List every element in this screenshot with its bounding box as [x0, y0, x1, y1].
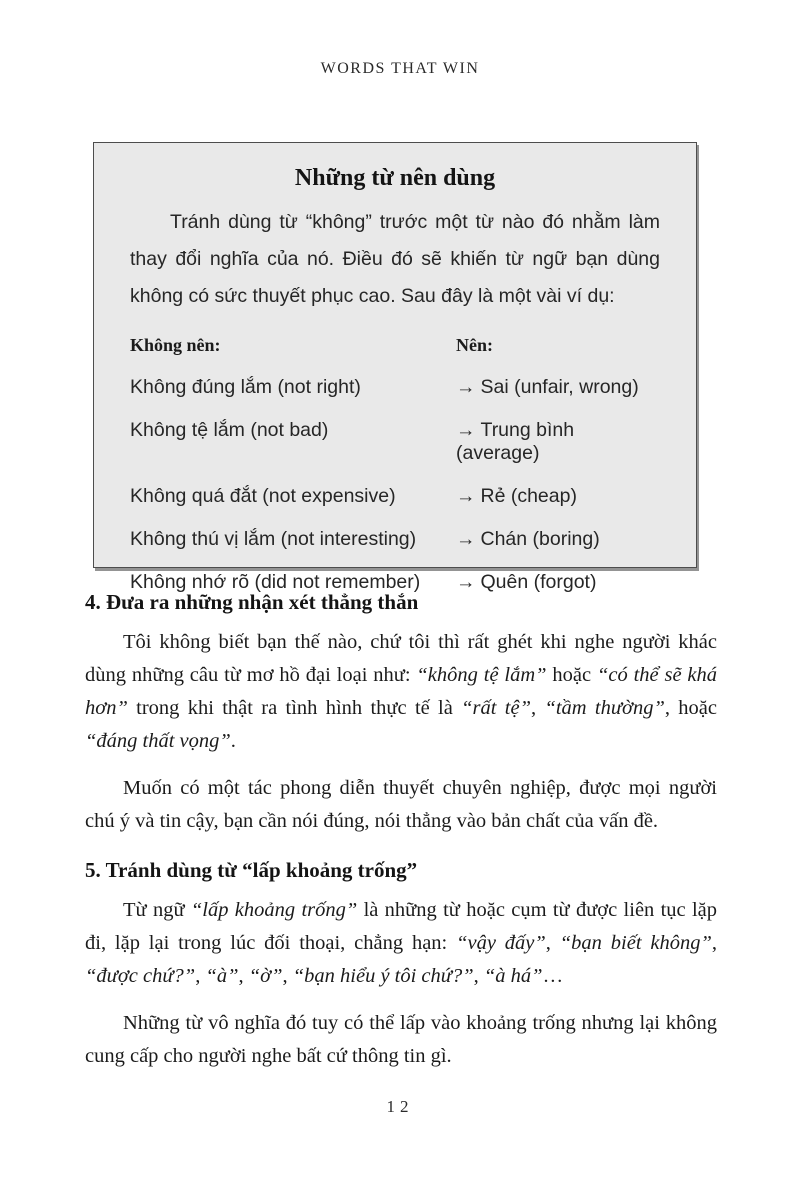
cell-should-text: Rẻ (cheap)	[480, 485, 577, 507]
right-arrow-icon: →	[456, 376, 476, 398]
cell-avoid: Không nhớ rõ (did not remember)	[130, 571, 421, 593]
table-row	[130, 485, 660, 508]
section-heading-5: 5. Tránh dùng từ “lấp khoảng trống”	[85, 858, 418, 882]
cell-should	[456, 376, 660, 399]
paragraph: Muốn có một tác phong diễn thuyết chuyên nghiệp, được mọi người chú ý và tin cậy, bạn cần nói đúng, nói thẳng vào bản chất của vấn đề.	[85, 777, 717, 832]
comparison-table	[130, 335, 660, 594]
callout-box	[93, 142, 697, 593]
cell-should-text: Trung bình (average)	[456, 419, 575, 464]
callout-box-intro: Tránh dùng từ “không” trước một từ nào đó nhằm làm thay đổi nghĩa của nó. Điều đó sẽ khiến từ ngữ bạn dùng không có sức thuyết phục cao. Sau đây là một vài ví dụ:	[130, 211, 660, 307]
paragraph: Tôi không biết bạn thế nào, chứ tôi thì rất ghét khi nghe người khác dùng những câu từ mơ hồ đại loại như: “không tệ lắm” hoặc “có thể sẽ khá hơn” trong khi thật ra tình hình thực tế là “rất tệ”, “tầm thường”, hoặc “đáng thất vọng”.	[85, 631, 718, 752]
right-arrow-icon: →	[456, 571, 476, 593]
page-number: 12	[386, 1097, 414, 1116]
cell-should-text: Chán (boring)	[480, 528, 600, 550]
right-arrow-icon: →	[456, 419, 476, 441]
table-row	[130, 419, 660, 465]
section-heading-4: 4. Đưa ra những nhận xét thẳng thắn	[85, 590, 419, 614]
cell-avoid: Không tệ lắm (not bad)	[130, 419, 329, 441]
running-header: WORDS THAT WIN	[320, 60, 480, 77]
cell-should	[456, 485, 660, 508]
right-arrow-icon: →	[456, 528, 476, 550]
table-row	[130, 376, 660, 399]
cell-should	[456, 528, 660, 551]
callout-box-title: Những từ nên dùng	[294, 165, 496, 191]
table-row	[130, 528, 660, 551]
comparison-table-header	[130, 335, 660, 356]
cell-should-text: Quên (forgot)	[480, 571, 597, 593]
column-header-should: Nên:	[456, 335, 493, 355]
cell-avoid: Không thú vị lắm (not interesting)	[130, 528, 417, 550]
column-header-avoid: Không nên:	[130, 335, 221, 355]
right-arrow-icon: →	[456, 485, 476, 507]
cell-avoid: Không quá đắt (not expensive)	[130, 485, 396, 507]
cell-avoid: Không đúng lắm (not right)	[130, 376, 361, 398]
cell-should	[456, 419, 660, 465]
cell-should-text: Sai (unfair, wrong)	[480, 376, 639, 398]
paragraph: Những từ vô nghĩa đó tuy có thể lấp vào khoảng trống nhưng lại không cung cấp cho người nghe bất cứ thông tin gì.	[85, 1012, 717, 1067]
paragraph: Từ ngữ “lấp khoảng trống” là những từ hoặc cụm từ được liên tục lặp đi, lặp lại trong lúc đối thoại, chẳng hạn: “vậy đấy”, “bạn biết không”, “được chứ?”, “à”, “ờ”, “bạn hiểu ý tôi chứ?”, “à há”…	[85, 899, 717, 987]
main-text-column	[85, 590, 717, 1087]
